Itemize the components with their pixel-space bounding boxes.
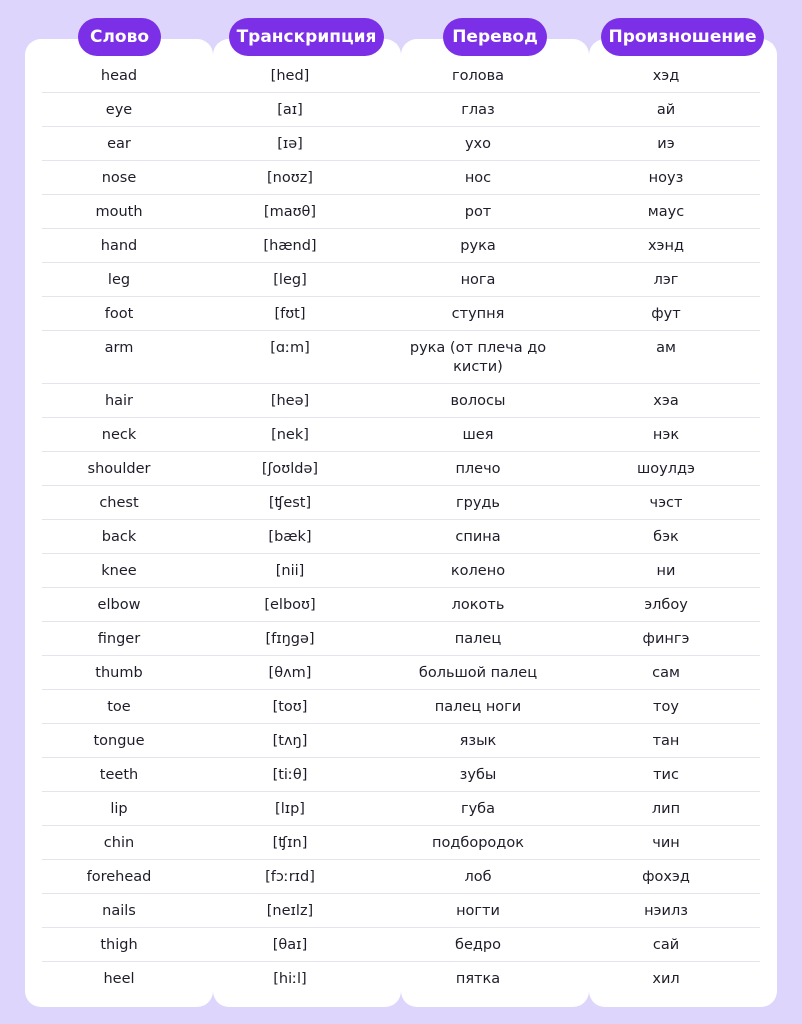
transcription-cell: [bæk] (268, 529, 312, 545)
word-cell: chin (103, 835, 135, 851)
table-row (42, 263, 760, 297)
transcription-cell: [hed] (270, 68, 310, 84)
translation-cell: большой палец (418, 665, 538, 681)
table-row (42, 690, 760, 724)
pronunciation-cell: ни (656, 563, 676, 579)
pronunciation-cell: ноуз (648, 170, 684, 186)
table-row (42, 520, 760, 554)
transcription-cell: [toʊ] (272, 699, 308, 715)
table-row (42, 452, 760, 486)
pronunciation-cell: сам (652, 665, 680, 681)
transcription-cell: [fɔːrɪd] (265, 869, 315, 885)
word-cell: shoulder (87, 461, 151, 477)
table-row (42, 928, 760, 962)
word-cell: finger (97, 631, 141, 647)
pronunciation-cell: фохэд (642, 869, 690, 885)
transcription-cell: [tʌŋ] (272, 733, 308, 749)
column-header-word: Слово (78, 18, 161, 56)
word-cell: thumb (95, 665, 143, 681)
vocabulary-table (42, 59, 760, 995)
table-row (42, 195, 760, 229)
transcription-cell: [fɪŋgə] (265, 631, 315, 647)
translation-cell: нога (460, 272, 496, 288)
transcription-cell: [hiːl] (273, 971, 307, 987)
table-row (42, 554, 760, 588)
pronunciation-cell: хэнд (647, 238, 685, 254)
word-cell: thigh (100, 937, 138, 953)
transcription-cell: [ʧest] (268, 495, 312, 511)
translation-cell: палец ноги (434, 699, 522, 715)
word-cell: leg (107, 272, 131, 288)
word-cell: heel (103, 971, 135, 987)
table-row (42, 860, 760, 894)
translation-cell: шея (462, 427, 494, 443)
word-cell: neck (101, 427, 137, 443)
word-cell: hair (104, 393, 134, 409)
translation-cell: бедро (455, 937, 501, 953)
pronunciation-cell: фут (651, 306, 681, 322)
table-row (42, 418, 760, 452)
translation-cell: локоть (451, 597, 505, 613)
word-cell: back (101, 529, 137, 545)
translation-cell: голова (451, 68, 505, 84)
transcription-cell: [noʊz] (267, 170, 313, 186)
column-header-transcription: Транскрипция (229, 18, 384, 56)
table-row (42, 962, 760, 995)
pronunciation-cell: ай (656, 102, 676, 118)
word-cell: chest (99, 495, 139, 511)
word-cell: hand (100, 238, 138, 254)
word-cell: forehead (86, 869, 152, 885)
pronunciation-cell: лип (651, 801, 681, 817)
pronunciation-cell: тан (652, 733, 680, 749)
transcription-cell: [aɪ] (277, 102, 303, 118)
pronunciation-cell: нэилз (644, 903, 688, 919)
transcription-cell: [neɪlz] (266, 903, 314, 919)
table-row (42, 724, 760, 758)
transcription-cell: [lɪp] (275, 801, 305, 817)
transcription-cell: [ʃoʊldə] (261, 461, 319, 477)
translation-cell: губа (460, 801, 496, 817)
word-cell: elbow (97, 597, 141, 613)
word-cell: head (100, 68, 138, 84)
translation-cell: нос (464, 170, 492, 186)
column-header-pronunciation: Произношение (601, 18, 764, 56)
pronunciation-cell: тис (653, 767, 679, 783)
pronunciation-cell: сай (652, 937, 680, 953)
word-cell: toe (107, 699, 131, 715)
table-row (42, 622, 760, 656)
word-cell: nose (101, 170, 137, 186)
word-cell: nails (102, 903, 136, 919)
translation-cell: грудь (456, 495, 500, 511)
transcription-cell: [ʧɪn] (272, 835, 308, 851)
table-row (42, 297, 760, 331)
pronunciation-cell: элбоу (644, 597, 688, 613)
transcription-cell: [maʊθ] (263, 204, 317, 220)
transcription-cell: [leg] (273, 272, 307, 288)
word-cell: foot (104, 306, 134, 322)
translation-cell: глаз (461, 102, 495, 118)
table-row (42, 758, 760, 792)
table-row (42, 229, 760, 263)
pronunciation-cell: хэд (652, 68, 680, 84)
transcription-cell: [θʌm] (268, 665, 312, 681)
pronunciation-cell: фингэ (642, 631, 690, 647)
translation-cell: волосы (450, 393, 506, 409)
pronunciation-cell: шоулдэ (637, 461, 695, 477)
table-row (42, 894, 760, 928)
transcription-cell: [hænd] (263, 238, 317, 254)
pronunciation-cell: тоу (653, 699, 679, 715)
table-row (42, 486, 760, 520)
translation-cell: пятка (455, 971, 501, 987)
transcription-cell: [nek] (271, 427, 309, 443)
translation-cell: лоб (464, 869, 492, 885)
pronunciation-cell: чэст (649, 495, 683, 511)
translation-cell: подбородок (432, 835, 524, 851)
word-cell: ear (107, 136, 131, 152)
table-row (42, 93, 760, 127)
column-header-translation: Перевод (443, 18, 547, 56)
table-row (42, 127, 760, 161)
pronunciation-cell: хил (652, 971, 680, 987)
transcription-cell: [ɑːm] (270, 340, 310, 356)
translation-cell: рука (от плеча до кисти) (409, 340, 547, 375)
translation-cell: рука (460, 238, 496, 254)
transcription-cell: [ɪə] (277, 136, 303, 152)
translation-cell: колено (450, 563, 506, 579)
pronunciation-cell: лэг (653, 272, 679, 288)
translation-cell: ухо (464, 136, 492, 152)
word-cell: tongue (93, 733, 145, 749)
translation-cell: зубы (459, 767, 497, 783)
table-row (42, 826, 760, 860)
table-row (42, 59, 760, 93)
pronunciation-cell: иэ (657, 136, 675, 152)
transcription-cell: [θaɪ] (272, 937, 308, 953)
translation-cell: рот (464, 204, 492, 220)
table-row (42, 331, 760, 384)
transcription-cell: [tiːθ] (272, 767, 308, 783)
pronunciation-cell: чин (652, 835, 680, 851)
table-row (42, 792, 760, 826)
translation-cell: плечо (455, 461, 501, 477)
table-row (42, 588, 760, 622)
pronunciation-cell: хэа (653, 393, 679, 409)
pronunciation-cell: бэк (653, 529, 679, 545)
translation-cell: палец (454, 631, 502, 647)
translation-cell: спина (455, 529, 501, 545)
word-cell: knee (101, 563, 137, 579)
word-cell: lip (110, 801, 128, 817)
translation-cell: ногти (456, 903, 500, 919)
transcription-cell: [fʊt] (274, 306, 306, 322)
word-cell: mouth (95, 204, 143, 220)
translation-cell: ступня (451, 306, 505, 322)
pronunciation-cell: нэк (652, 427, 680, 443)
pronunciation-cell: маус (647, 204, 685, 220)
table-row (42, 161, 760, 195)
word-cell: arm (104, 340, 134, 356)
table-row (42, 656, 760, 690)
pronunciation-cell: ам (656, 340, 676, 356)
word-cell: teeth (99, 767, 139, 783)
word-cell: eye (105, 102, 133, 118)
transcription-cell: [nii] (275, 563, 305, 579)
transcription-cell: [elboʊ] (264, 597, 316, 613)
table-row (42, 384, 760, 418)
translation-cell: язык (459, 733, 497, 749)
transcription-cell: [heə] (270, 393, 310, 409)
